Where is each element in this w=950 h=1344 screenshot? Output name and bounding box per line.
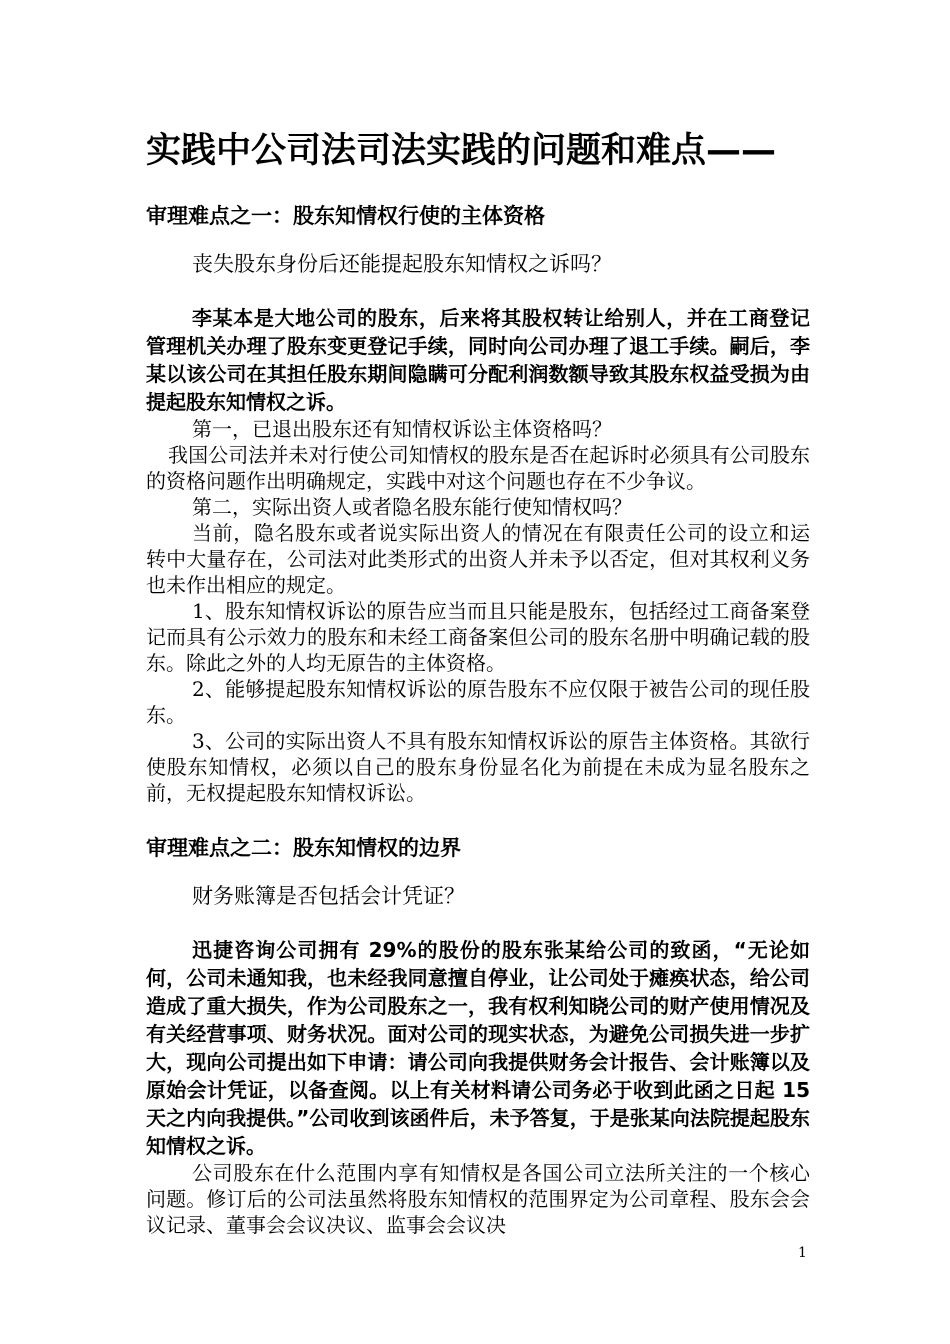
section-heading-1: 审理难点之一：股东知情权行使的主体资格 xyxy=(146,204,545,228)
section-2-question: 财务账簿是否包括会计凭证？ xyxy=(192,884,465,908)
section-2-case: 迅捷咨询公司拥有 29%的股份的股东张某给公司的致函，“无论如何，公司未通知我，也未经我同意擅自停业，让公司处于瘫痪状态，给公司造成了重大损失，作为公司股东之一，我有权利知晓公司的财产使用情况及有关经营事项、财务状况。面对公司的现实状态，为避免公司损失进一步扩大，现向公司提出如下申请：请公司向我提供财务会计报告、会计账簿以及原始会计凭证，以备查阅。以上有关材料请公司务必于收到此函之日起 15 天之内向我提供。”公司收到该函件后，未予答复，于是张某向法院提起股东知情权之诉。 xyxy=(146,938,810,1158)
section-1-paragraph: 我国公司法并未对行使公司知情权的股东是否在起诉时必须具有公司股东的资格问题作出明确规定，实践中对这个问题也存在不少争议。 xyxy=(146,443,810,493)
spacer xyxy=(146,174,810,202)
document-body xyxy=(146,128,810,1238)
spacer xyxy=(146,806,810,834)
section-1-case: 李某本是大地公司的股东，后来将其股权转让给别人，并在工商登记管理机关办理了股东变更登记手续，同时向公司办理了退工手续。嗣后，李某以该公司在其担任股东期间隐瞒可分配利润数额导致其股东权益受损为由提起股东知情权之诉。 xyxy=(146,306,810,414)
spacer xyxy=(146,278,810,304)
spacer xyxy=(146,862,810,882)
section-1-paragraph: 1、股东知情权诉讼的原告应当而且只能是股东，包括经过工商备案登记而具有公示效力的股东和未经工商备案但公司的股东名册中明确记载的股东。除此之外的人均无原告的主体资格。 xyxy=(146,599,810,675)
document-title: 实践中公司法司法实践的问题和难点—— xyxy=(146,131,777,171)
section-2-paragraph: 公司股东在什么范围内享有知情权是各国公司立法所关注的一个核心问题。修订后的公司法虽然将股东知情权的范围界定为公司章程、股东会会议记录、董事会会议决议、监事会会议决 xyxy=(146,1161,810,1237)
section-1-paragraph: 第二，实际出资人或者隐名股东能行使知情权吗？ xyxy=(192,495,632,519)
section-1-question: 丧失股东身份后还能提起股东知情权之诉吗？ xyxy=(192,252,612,276)
spacer xyxy=(146,910,810,936)
section-1-paragraph: 当前，隐名股东或者说实际出资人的情况在有限责任公司的设立和运转中大量存在，公司法对此类形式的出资人并未予以否定，但对其权利义务也未作出相应的规定。 xyxy=(146,521,810,597)
section-1-paragraph: 第一，已退出股东还有知情权诉讼主体资格吗？ xyxy=(192,417,612,441)
section-1-paragraph: 2、能够提起股东知情权诉讼的原告股东不应仅限于被告公司的现任股东。 xyxy=(146,677,810,727)
section-1-paragraph: 3、公司的实际出资人不具有股东知情权诉讼的原告主体资格。其欲行使股东知情权，必须以自己的股东身份显名化为前提在未成为显名股东之前，无权提起股东知情权诉讼。 xyxy=(146,729,810,805)
spacer xyxy=(146,230,810,250)
section-heading-2: 审理难点之二：股东知情权的边界 xyxy=(146,836,461,860)
page-number: 1 xyxy=(798,1245,807,1261)
